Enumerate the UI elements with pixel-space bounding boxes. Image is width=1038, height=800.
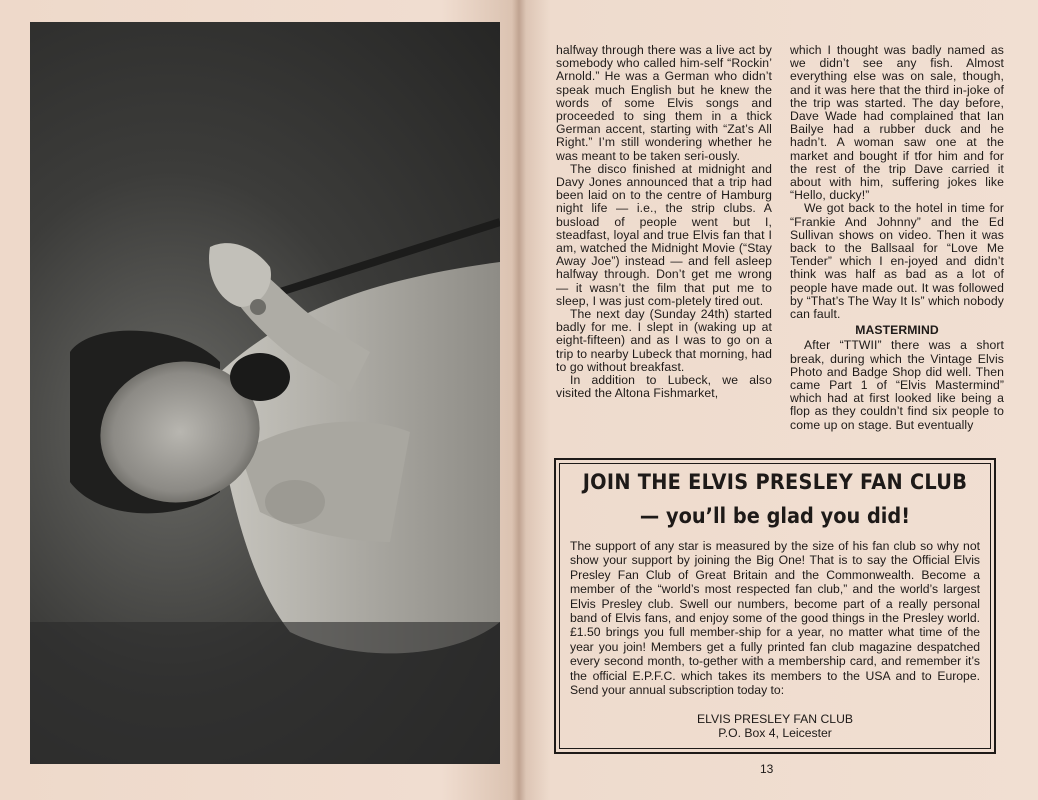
article-paragraph: which I thought was badly named as we didn’t see any fish. Almost everything else was on sale, though, and it was here that the third in-joke of the trip was started. The day before, Dave Wade had complained that Ian Bailye had a rubber duck and he hadn’t. A woman saw one at the market and bought if tfor him and for the rest of the trip Dave carried it about with him, suffering jokes like “Hello, ducky!”	[790, 43, 1004, 203]
photo-illustration	[30, 22, 500, 764]
page-gutter	[512, 0, 526, 800]
article-column-1	[556, 44, 772, 400]
article-paragraph: In addition to Lubeck, we also visited the Altona Fishmarket,	[556, 373, 772, 401]
ad-subtitle: — you’ll be glad you did!	[639, 504, 911, 528]
ad-address	[556, 712, 994, 741]
article-paragraph: The disco finished at midnight and Davy Jones announced that a trip had been laid on to the centre of Hamburg night life — i.e., the strip clubs. A busload of people went but I, steadfast, loyal and true Elvis fan that I am, watched the Midnight Movie (“Stay Away Joe”) instead — and fell asleep halfway through. Don’t get me wrong — it wasn’t the film that put me to sleep, I was just com-pletely tired out.	[556, 161, 772, 308]
page-number: 13	[760, 762, 774, 776]
article-column-2	[790, 44, 1004, 432]
article-paragraph: halfway through there was a live act by somebody who called him-self “Rockin’ Arnold.” He was a German who didn’t speak much English but he knew the words of some Elvis songs and proceeded to sing them in a thick German accent, starting with “Zat’s All Right.” I’m still wondering whether he was meant to be taken seri-ously.	[556, 43, 772, 163]
article-paragraph: The next day (Sunday 24th) started badly for me. I slept in (waking up at eight-fifteen) and as I was to go on a trip to nearby Lubeck that morning, had to go without breakfast.	[556, 307, 772, 374]
elvis-photo	[30, 22, 500, 764]
section-heading: MASTERMIND	[855, 323, 939, 338]
ad-body-text: The support of any star is measured by the size of his fan club so why not show your support by joining the Big One! That is to say the Official Elvis Presley Fan Club of Great Britain and the Commonwealth. Become a member of the “world’s most respected fan club,” and the world’s largest Elvis Presley club. Swell our numbers, become part of a really personal band of Elvis fans, and enjoy some of the good things in the Presley world. £1.50 brings you full member-ship for a year, no matter what time of the year you join! Members get a fully printed fan club magazine despatched every second month, to-gether with a membership card, and remember it’s the official E.P.F.C. which takes its members to the USA and to Europe. Send your annual subscription today to:	[570, 539, 980, 698]
article-paragraph: We got back to the hotel in time for “Frankie And Johnny” and the Ed Sullivan shows on video. Then it was back to the Ballsaal for “Love Me Tender” which I en-joyed and didn’t think was half as bad as a lot of people have made out. It was followed by “That’s The Way It Is” which nobody can fault.	[790, 201, 1004, 322]
ad-title: JOIN THE ELVIS PRESLEY FAN CLUB	[582, 470, 968, 494]
address-line: P.O. Box 4, Leicester	[718, 726, 832, 741]
article-paragraph: After “TTWII” there was a short break, during which the Vintage Elvis Photo and Badge Shop did well. Then came Part 1 of “Elvis Mastermind” which had at first looked like being a flop as they couldn’t find six people to come up on stage. But eventually	[790, 338, 1004, 432]
fan-club-advertisement	[554, 458, 996, 754]
address-line: ELVIS PRESLEY FAN CLUB	[696, 712, 854, 726]
